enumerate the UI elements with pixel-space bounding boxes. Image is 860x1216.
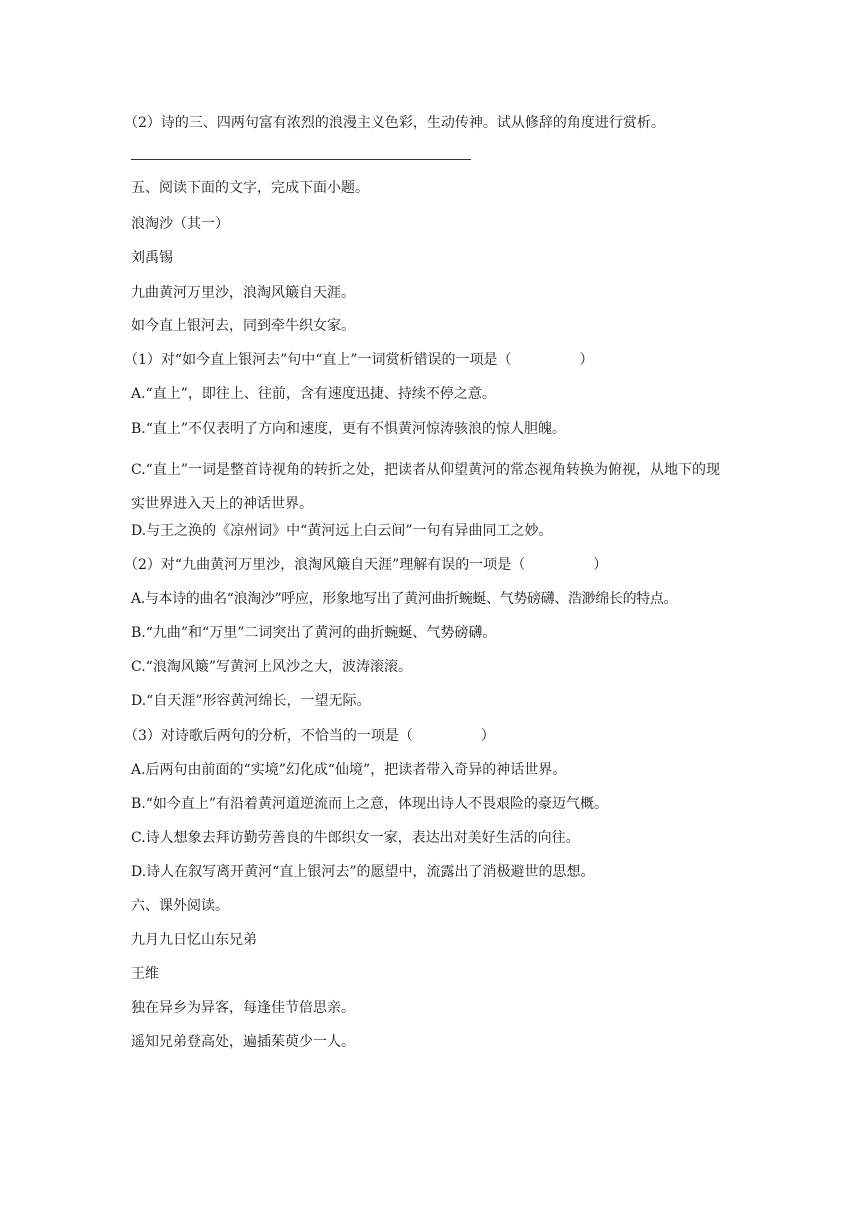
question-stem-text: （3）对诗歌后两句的分析，不恰当的一项是（	[124, 728, 413, 744]
option-c: C.诗人想象去拜访勤劳善良的牛郎织女一家，表达出对美好生活的向往。	[131, 830, 580, 846]
poem-line: 遥知兄弟登高处，遍插茱萸少一人。	[131, 1034, 355, 1050]
poem-title: 浪淘沙（其一）	[131, 216, 229, 232]
option-a: A.与本诗的曲名“浪淘沙”呼应，形象地写出了黄河曲折蜿蜒、气势磅礴、浩渺绵长的特点。	[131, 591, 678, 607]
option-a: A.“直上”，即往上、往前，含有速度迅捷、持续不停之意。	[131, 386, 496, 402]
question-stem	[124, 555, 724, 575]
question-stem-close: ）	[579, 352, 594, 368]
poem-title: 九月九日忆山东兄弟	[131, 932, 257, 948]
question-stem-text: （2）对“九曲黄河万里沙，浪淘风簸自天涯”理解有误的一项是（	[124, 557, 526, 573]
option-d: D.“自天涯”形容黄河绵长，一望无际。	[131, 693, 371, 709]
question-stem	[124, 726, 724, 746]
question-stem-close: ）	[480, 728, 495, 744]
section-6-heading: 六、课外阅读。	[131, 898, 229, 914]
question-4-2: （2）诗的三、四两句富有浓烈的浪漫主义色彩，生动传神。试从修辞的角度进行赏析。	[124, 115, 665, 131]
option-c: C.“浪淘风簸”写黄河上风沙之大，波涛滚滚。	[131, 659, 412, 675]
poem-line: 如今直上银河去，同到牵牛织女家。	[131, 318, 355, 334]
option-d: D.与王之涣的《凉州词》中“黄河远上白云间”一句有异曲同工之妙。	[131, 523, 553, 539]
question-stem-close: ）	[593, 557, 608, 573]
question-stem-text: （1）对“如今直上银河去”句中“直上”一词赏析错误的一项是（	[124, 352, 512, 368]
option-c: C.“直上”一词是整首诗视角的转折之处，把读者从仰望黄河的常态视角转换为俯视，从地下的现实世界进入天上的神话世界。	[131, 462, 720, 512]
option-d: D.诗人在叙写离开黄河“直上银河去”的愿望中，流露出了消极避世的思想。	[131, 864, 595, 880]
option-b: B.“直上”不仅表明了方向和速度，更有不惧黄河惊涛骇浪的惊人胆魄。	[131, 421, 567, 437]
poem-author: 刘禹锡	[131, 250, 173, 266]
option-b: B.“九曲”和“万里”二词突出了黄河的曲折蜿蜒、气势磅礴。	[131, 625, 497, 641]
question-stem	[124, 350, 724, 370]
section-5-heading: 五、阅读下面的文字，完成下面小题。	[131, 180, 369, 196]
answer-line	[131, 159, 471, 160]
poem-author: 王维	[131, 966, 159, 982]
poem-line: 独在异乡为异客，每逢佳节倍思亲。	[131, 1000, 355, 1016]
option-a: A.后两句由前面的“实境”幻化成“仙境”，把读者带入奇异的神话世界。	[131, 762, 567, 778]
poem-line: 九曲黄河万里沙，浪淘风簸自天涯。	[131, 285, 355, 301]
option-b: B.“如今直上”有沿着黄河道逆流而上之意，体现出诗人不畏艰险的豪迈气概。	[131, 796, 609, 812]
